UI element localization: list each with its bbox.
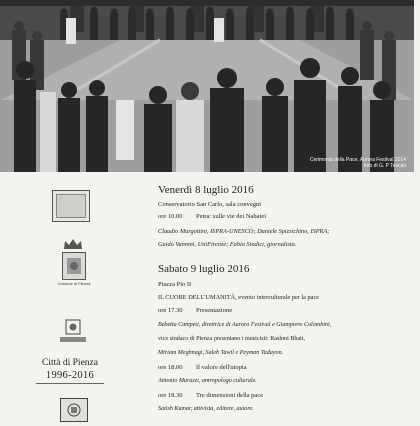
day2-line5: Satish Kumar, attivista, editore, autore.	[158, 406, 254, 412]
photo-caption	[246, 157, 406, 169]
day1-place: Conservatorio San Carlo, sala convegni	[158, 201, 262, 208]
day1-speakers-line2: Guido Vannini, UniFirenze; Fabio Sindici, giornalista.	[158, 241, 297, 248]
day1-time1: ore 10.00	[158, 213, 183, 220]
day2-line1: Bebetta Campeti, direttrice di Aurora Festival e Giampiero Colombini,	[158, 322, 332, 328]
divider	[36, 383, 104, 384]
day1-event1: Petra: sulle vie dei Nabatei	[196, 213, 267, 220]
day2-line2: vice sindaco di Pienza presentano i musicisti: Rashmi Bhatt,	[158, 336, 306, 342]
day2-time1: ore 17.30	[158, 307, 183, 314]
bottom-logo	[60, 398, 88, 422]
day1-speakers-line1: Claudio Margottini, ISPRA-UNESCO; Daniele Spizzichino, ISPRA;	[158, 228, 330, 235]
photo-illustration	[0, 0, 414, 172]
day2-time3: ore 18.30	[158, 392, 183, 399]
logo-icon	[61, 399, 87, 421]
day2-event3: Tre dimensioni della pace	[196, 392, 264, 399]
crest-icon	[63, 253, 85, 279]
day2-event2: Il valore dell'utopia	[196, 364, 247, 371]
day2-event1: Presentazione	[196, 307, 233, 314]
day2-line4: Antonio Marazzi, antropologo culturale.	[158, 378, 257, 384]
day2-title: Sabato 9 luglio 2016	[158, 263, 250, 275]
day2-line3: Miriam Meghnagi, Saleh Tawil e Peyman Tadayon.	[158, 350, 284, 356]
day2-place: Piazza Pio II	[158, 281, 192, 288]
emblem-icon	[58, 318, 88, 344]
photo-credit: foto di G. P Tescari	[363, 163, 406, 169]
day2-time2: ore 18.00	[158, 364, 183, 371]
municipal-crest	[62, 252, 86, 280]
ceremony-photo	[0, 0, 414, 172]
day2-theme: IL CUORE DELL'UMANITÀ, evento interculturale per la pace	[158, 294, 320, 301]
crest-label: Comune di Pienza	[57, 281, 91, 286]
city-name: Città di Pienza	[42, 358, 98, 368]
crown-icon	[63, 238, 83, 250]
festival-logo	[52, 190, 90, 222]
city-years: 1996-2016	[45, 370, 95, 381]
photo-caption-title: Cerimonia della Pace, Aurora Festival 2014	[309, 157, 406, 163]
day1-title: Venerdì 8 luglio 2016	[158, 184, 254, 196]
